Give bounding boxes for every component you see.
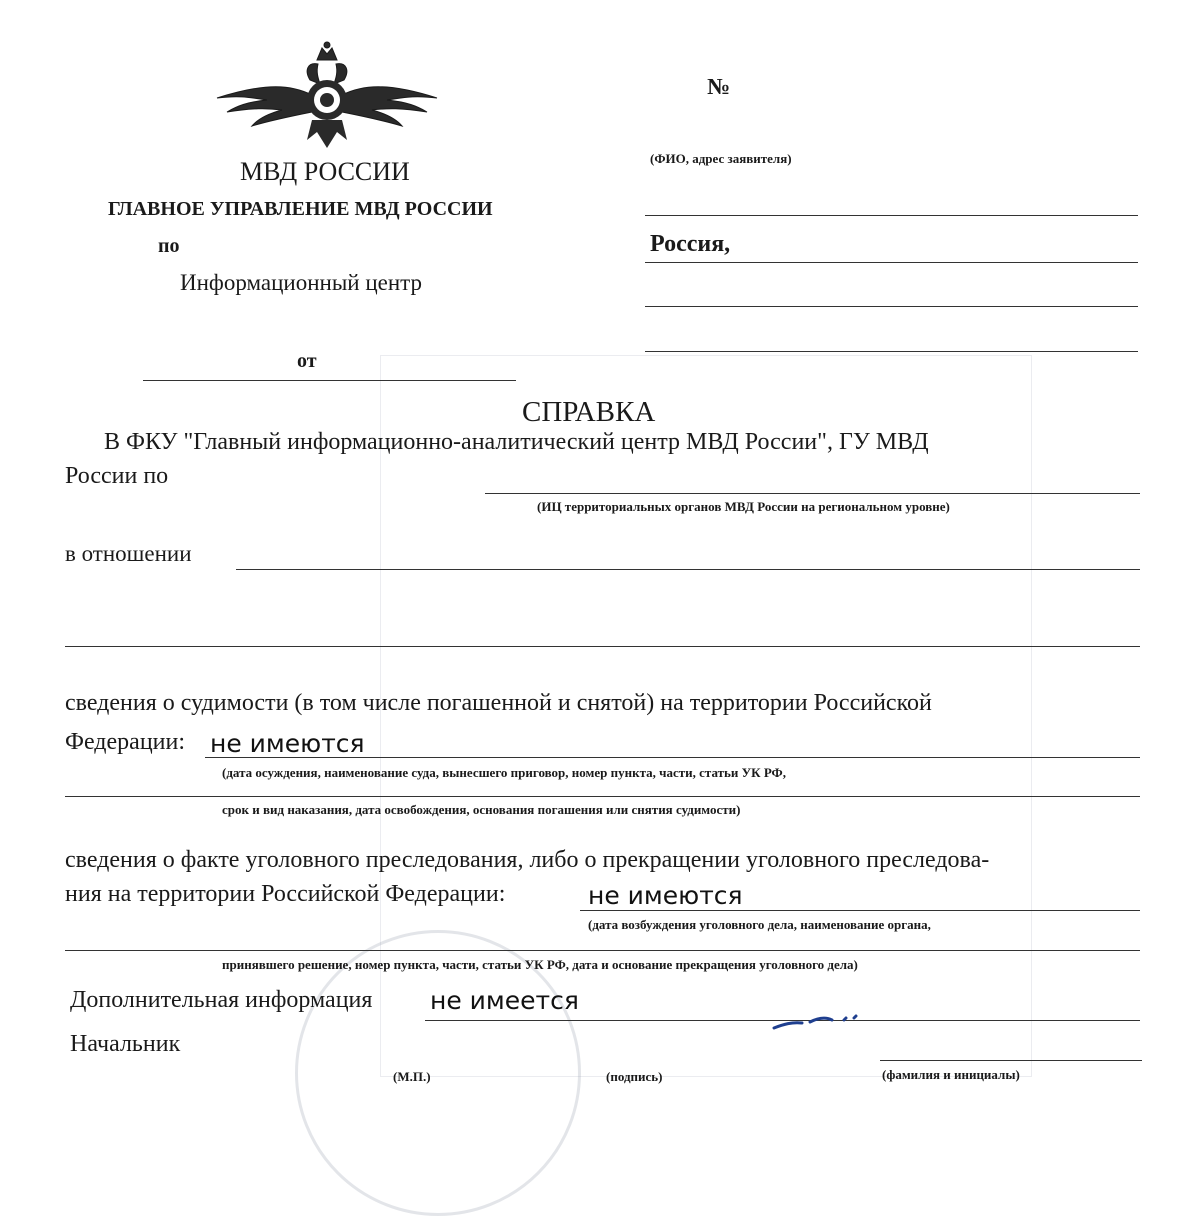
additional-label: Дополнительная информация bbox=[70, 987, 373, 1013]
org-name-line: МВД РОССИИ bbox=[240, 157, 410, 186]
name-line bbox=[880, 1060, 1142, 1061]
name-caption: (фамилия и инициалы) bbox=[882, 1067, 1020, 1082]
additional-value: не имеется bbox=[430, 986, 579, 1015]
conviction-line-2: Федерации: bbox=[65, 729, 186, 755]
org-region-prefix: по bbox=[158, 235, 180, 257]
intro-fill-line bbox=[485, 493, 1140, 494]
stamp-caption: (М.П.) bbox=[393, 1069, 431, 1084]
intro-line-2: России по bbox=[65, 463, 169, 489]
intro-line-1: В ФКУ "Главный информационно-аналитический центр МВД России", ГУ МВД bbox=[104, 429, 929, 455]
chief-label: Начальник bbox=[70, 1031, 181, 1057]
intro-caption: (ИЦ территориальных органов МВД России на региональном уровне) bbox=[537, 499, 950, 514]
prosecution-line-3 bbox=[65, 950, 1140, 951]
applicant-country: Россия, bbox=[650, 231, 731, 257]
document-title: СПРАВКА bbox=[522, 396, 656, 428]
conviction-caption-1: (дата осуждения, наименование суда, вынесшего приговор, номер пункта, части, статьи УК РФ, bbox=[222, 765, 786, 780]
applicant-line-1 bbox=[645, 215, 1138, 216]
signature-caption: (подпись) bbox=[606, 1069, 663, 1084]
conviction-line-3 bbox=[65, 796, 1140, 797]
conviction-fill-line bbox=[205, 757, 1140, 758]
handwritten-signature bbox=[770, 1012, 870, 1034]
number-sign: № bbox=[707, 74, 731, 99]
regarding-label: в отношении bbox=[65, 541, 192, 566]
date-line bbox=[143, 380, 516, 381]
regarding-line-1 bbox=[236, 569, 1140, 570]
prosecution-caption-1: (дата возбуждения уголовного дела, наименование органа, bbox=[588, 917, 931, 932]
org-directorate-line: ГЛАВНОЕ УПРАВЛЕНИЕ МВД РОССИИ bbox=[108, 198, 493, 220]
conviction-line-1: сведения о судимости (в том числе погашенной и снятой) на территории Российской bbox=[65, 690, 932, 716]
applicant-line-4 bbox=[645, 351, 1138, 352]
double-headed-eagle-emblem-icon bbox=[212, 40, 442, 152]
prosecution-line-1: сведения о факте уголовного преследования, либо о прекращении уголовного преследова- bbox=[65, 847, 990, 873]
applicant-line-3 bbox=[645, 306, 1138, 307]
date-label: от bbox=[297, 350, 317, 372]
prosecution-line-2: ния на территории Российской Федерации: bbox=[65, 881, 506, 907]
conviction-caption-2: срок и вид наказания, дата освобождения, основания погашения или снятия судимости) bbox=[222, 802, 741, 817]
prosecution-fill-line bbox=[580, 910, 1140, 911]
conviction-value: не имеются bbox=[210, 729, 365, 758]
applicant-caption: (ФИО, адрес заявителя) bbox=[650, 151, 792, 166]
applicant-line-2 bbox=[645, 262, 1138, 263]
prosecution-caption-2: принявшего решение, номер пункта, части, статьи УК РФ, дата и основание прекращения уголовного дела) bbox=[222, 957, 858, 972]
org-unit-line: Информационный центр bbox=[180, 270, 422, 295]
prosecution-value: не имеются bbox=[588, 881, 743, 910]
regarding-line-2 bbox=[65, 646, 1140, 647]
